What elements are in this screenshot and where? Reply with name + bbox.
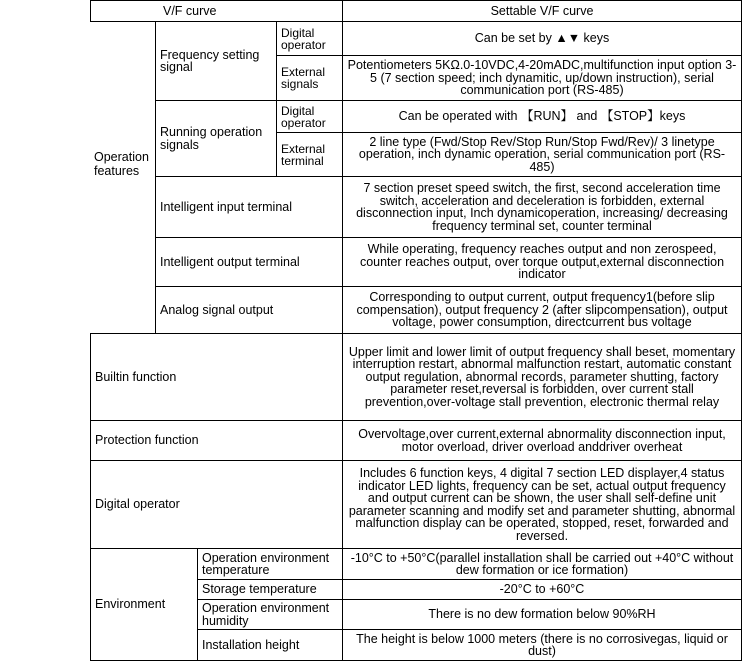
row-run-digital <box>91 101 742 133</box>
environment-label: Environment <box>91 549 198 661</box>
row-digital-operator <box>91 461 742 549</box>
vf-curve-label: V/F curve <box>91 1 343 22</box>
humidity-label: Operation environment humidity <box>198 600 343 630</box>
run-digital-sub: Digital operator <box>277 101 343 133</box>
row-intelligent-input <box>91 177 742 238</box>
run-external-value: 2 line type (Fwd/Stop Rev/Stop Run/Stop Fwd/Rev)/ 3 linetype operation, inch dynamic operation, serial communication port (RS-485) <box>343 133 742 177</box>
protection-function-value: Overvoltage,over current,external abnormality disconnection input, motor overload, driver overload anddriver overheat <box>343 421 742 461</box>
intelligent-input-value: 7 section preset speed switch, the first, second acceleration time switch, acceleration and deceleration is forbidden, external disconnection input, Inch dynamicoperation, increasing/ decreasing frequency terminal set, counter terminal <box>343 177 742 238</box>
running-signals-label: Running operation signals <box>156 101 277 177</box>
row-intelligent-output <box>91 238 742 287</box>
row-op-temperature <box>91 549 742 580</box>
freq-digital-value: Can be set by ▲▼ keys <box>343 22 742 56</box>
builtin-function-value: Upper limit and lower limit of output frequency shall beset, momentary interruption restart, abnormal malfunction restart, automatic constant output regulation, abnormal records, parameter shutting, factory parameter reset,reversal is forbidden, over current stall prevention,over-voltage stall prevention, electronic thermal relay <box>343 334 742 421</box>
intelligent-output-label: Intelligent output terminal <box>156 238 343 287</box>
specification-table <box>90 0 742 661</box>
freq-digital-sub: Digital operator <box>277 22 343 56</box>
install-height-label: Installation height <box>198 630 343 661</box>
freq-setting-label: Frequency setting signal <box>156 22 277 101</box>
install-height-value: The height is below 1000 meters (there is no corrosivegas, liquid or dust) <box>343 630 742 661</box>
freq-external-value: Potentiometers 5KΩ.0-10VDC,4-20mADC,multifunction input option 3-5 (7 section speed; inch dynamitic, up/down instruction), serial communication port (RS-485) <box>343 56 742 101</box>
analog-output-value: Corresponding to output current, output frequency1(before slip compensation), output frequency 2 (after slipcompensation), output voltage, power consumption, directcurrent bus voltage <box>343 287 742 334</box>
intelligent-input-label: Intelligent input terminal <box>156 177 343 238</box>
run-external-sub: External terminal <box>277 133 343 177</box>
op-temperature-label: Operation environment temperature <box>198 549 343 580</box>
op-temperature-value: -10°C to +50°C(parallel installation shall be carried out +40°C without dew formation or ice formation) <box>343 549 742 580</box>
operation-features-label: Operation features <box>94 150 149 179</box>
row-vf-curve <box>91 1 742 22</box>
humidity-value: There is no dew formation below 90%RH <box>343 600 742 630</box>
storage-temperature-label: Storage temperature <box>198 580 343 600</box>
analog-output-label: Analog signal output <box>156 287 343 334</box>
digital-operator-value: Includes 6 function keys, 4 digital 7 section LED displayer,4 status indicator LED lights, frequency can be set, actual output frequency and output current can be shown, the user shall self-define unit parameter scanning and modify set and parameter shutting, abnormal malfunction display can be operated, stopped, reset, forwarded and reversed. <box>343 461 742 549</box>
protection-function-label: Protection function <box>91 421 343 461</box>
row-analog-output <box>91 287 742 334</box>
intelligent-output-value: While operating, frequency reaches output and non zerospeed, counter reaches output, over torque output,external disconnection indicator <box>343 238 742 287</box>
builtin-function-label: Builtin function <box>91 334 343 421</box>
run-digital-value: Can be operated with 【RUN】 and 【STOP】keys <box>343 101 742 133</box>
storage-temperature-value: -20°C to +60°C <box>343 580 742 600</box>
vf-curve-value: Settable V/F curve <box>343 1 742 22</box>
row-protection <box>91 421 742 461</box>
row-builtin <box>91 334 742 421</box>
freq-external-sub: External signals <box>277 56 343 101</box>
row-freq-digital <box>91 22 742 56</box>
digital-operator-label: Digital operator <box>91 461 343 549</box>
